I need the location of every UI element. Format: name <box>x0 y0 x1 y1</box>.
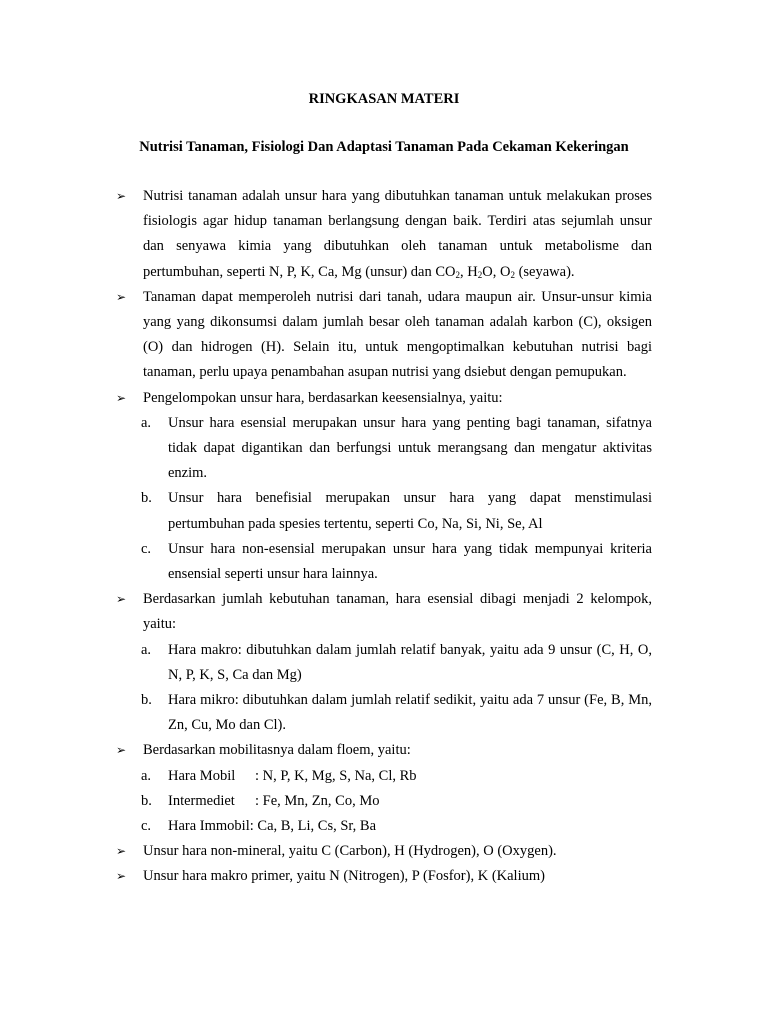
arrow-bullet-icon: ➢ <box>116 592 127 607</box>
bullet-text: Unsur hara makro primer, yaitu N (Nitrogen), P (Fosfor), K (Kalium) <box>143 868 545 885</box>
bullet-item-kebutuhan <box>116 587 652 637</box>
bullet-text: Tanaman dapat memperoleh nutrisi dari tanah, udara maupun air. Unsur-unsur kimia yang yang dikonsumsi dalam jumlah besar oleh tanaman adalah karbon (C), oksigen (O) dan hidrogen (H). Selain itu, untuk mengoptimalkan kebutuhan nutrisi bagi tanaman, perlu upaya penambahan asupan nutrisi yang dsiebut dengan pemupukan. <box>143 288 652 381</box>
sub-item-label: Hara Mobil <box>168 767 236 784</box>
arrow-bullet-icon: ➢ <box>116 743 127 758</box>
bullet-text: Berdasarkan mobilitasnya dalam floem, yaitu: <box>143 742 411 759</box>
sub-item-text: Unsur hara non-esensial merupakan unsur hara yang tidak mempunyai kriteria ensensial seperti unsur hara lainnya. <box>168 540 652 583</box>
bullet-list <box>116 184 652 890</box>
sub-item-marker: b. <box>141 692 152 709</box>
arrow-bullet-icon: ➢ <box>116 289 127 304</box>
sub-item-text: Unsur hara esensial merupakan unsur hara yang penting bagi tanaman, sifatnya tidak dapat digantikan dan berfungsi untuk merangsang dan mengatur aktivitas enzim. <box>168 414 652 482</box>
sub-item-marker: b. <box>141 792 152 809</box>
sub-item-text: Unsur hara benefisial merupakan unsur hara yang dapat menstimulasi pertumbuhan pada spesies tertentu, seperti Co, Na, Si, Ni, Se, Al <box>168 490 652 532</box>
bullet-text: Berdasarkan jumlah kebutuhan tanaman, hara esensial dibagi menjadi 2 kelompok, yaitu: <box>143 591 652 633</box>
sub-item-text: Hara makro: dibutuhkan dalam jumlah relatif banyak, yaitu ada 9 unsur (C, H, O, N, P, K, S, Ca dan Mg) <box>168 641 652 683</box>
page-subtitle: Nutrisi Tanaman, Fisiologi Dan Adaptasi Tanaman Pada Cekaman Kekeringan <box>139 139 629 155</box>
sub-item <box>116 411 652 487</box>
sub-item-label: Intermediet <box>168 792 235 809</box>
sub-item <box>116 486 652 536</box>
sub-item-marker: c. <box>141 818 152 835</box>
sub-item <box>116 789 652 814</box>
sub-item <box>116 537 652 587</box>
page-title: RINGKASAN MATERI <box>308 91 460 107</box>
bullet-text: Nutrisi tanaman adalah unsur hara yang dibutuhkan tanaman untuk melakukan proses fisiologis agar hidup tanaman berlangsung dengan baik. Terdiri atas sejumlah unsur dan senyawa kimia yang dibutuhkan oleh tanaman untuk metabolisme dan pertumbuhan, seperti N, P, K, Ca, Mg (unsur) dan $CO_2$, $H_2O$, $O_2$ (seyawa). <box>143 188 652 280</box>
bullet-text: Unsur hara non-mineral, yaitu C (Carbon), H (Hydrogen), O (Oxygen). <box>143 843 557 860</box>
sub-item <box>116 688 652 738</box>
sub-item-marker: a. <box>141 767 152 784</box>
bullet-item-pengelompokan <box>116 386 652 411</box>
sub-item-value: : N, P, K, Mg, S, Na, Cl, Rb <box>255 767 417 784</box>
arrow-bullet-icon: ➢ <box>116 390 127 405</box>
sub-item-marker: b. <box>141 490 152 507</box>
sub-item-text: Hara mikro: dibutuhkan dalam jumlah relatif sedikit, yaitu ada 7 unsur (Fe, B, Mn, Zn, Cu, Mo dan Cl). <box>168 692 652 734</box>
bullet-item-makro-primer <box>116 864 652 889</box>
bullet-item-sumber-nutrisi <box>116 285 652 386</box>
sub-item-label: Hara Immobil: Ca, B, Li, Cs, Sr, Ba <box>168 818 377 835</box>
sub-item-value: : Fe, Mn, Zn, Co, Mo <box>255 792 380 809</box>
arrow-bullet-icon: ➢ <box>116 844 127 859</box>
arrow-bullet-icon: ➢ <box>116 189 127 203</box>
bullet-item-nutrisi <box>116 184 652 285</box>
arrow-bullet-icon: ➢ <box>116 869 127 884</box>
bullet-item-mobilitas <box>116 738 652 763</box>
sub-item <box>116 638 652 688</box>
sub-item <box>116 814 652 839</box>
bullet-text: Pengelompokan unsur hara, berdasarkan keesensialnya, yaitu: <box>143 389 503 406</box>
bullet-item-non-mineral <box>116 839 652 864</box>
sub-item <box>116 764 652 789</box>
sub-item-marker: a. <box>141 414 152 431</box>
sub-item-marker: c. <box>141 540 152 557</box>
sub-item-marker: a. <box>141 641 152 658</box>
